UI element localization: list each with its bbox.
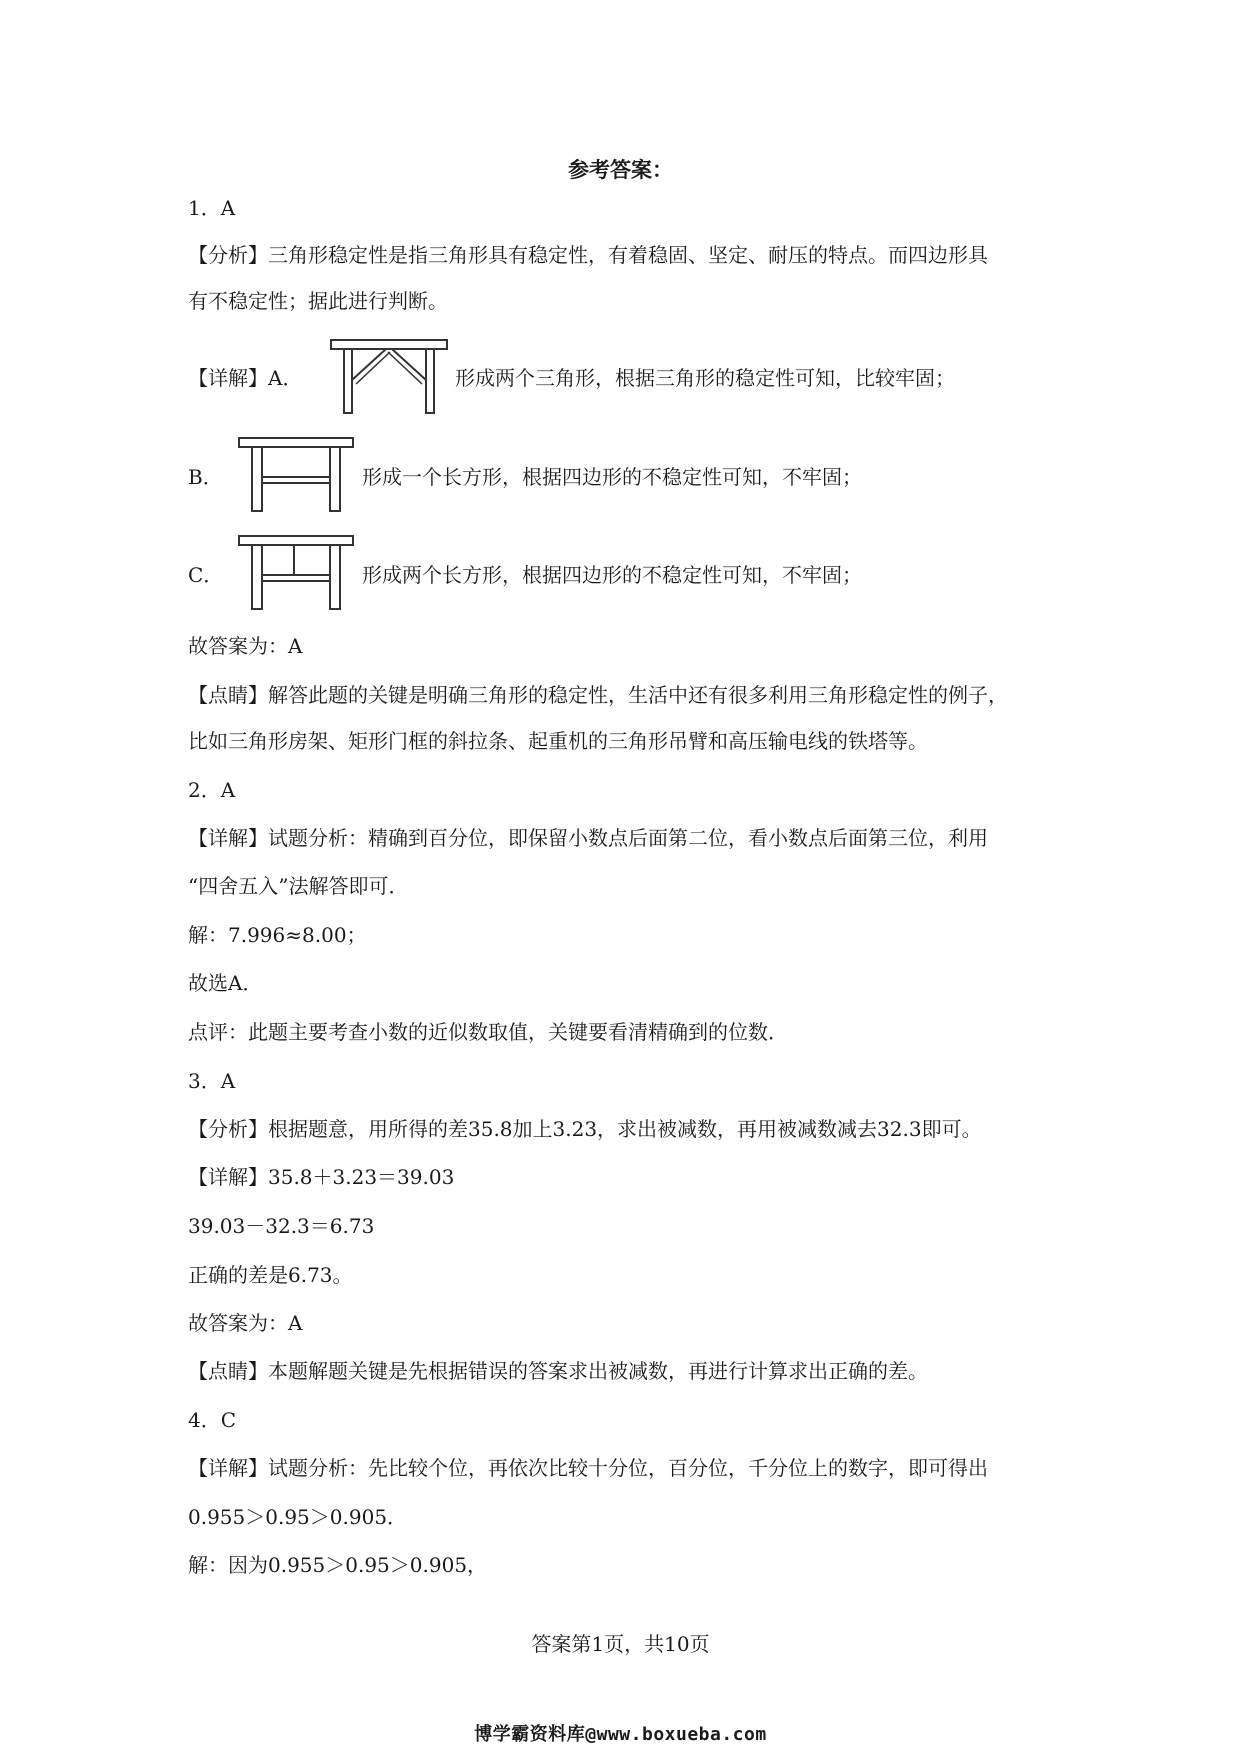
q3-result: 正确的差是6.73。 xyxy=(188,1263,353,1287)
q1-detail-c: C． xyxy=(188,563,224,587)
q3-tip: 【点睛】本题解题关键是先根据错误的答案求出被减数，再进行计算求出正确的差。 xyxy=(188,1359,928,1383)
q2-comment: 点评：此题主要考查小数的近似数取值，关键要看清精确到的位数． xyxy=(188,1020,788,1044)
q3-calc: 39.03－32.3＝6.73 xyxy=(188,1214,375,1238)
q1-answer: 1．A xyxy=(188,196,236,220)
q4-answer: 4．C xyxy=(188,1408,237,1432)
q1-tip: 【点睛】解答此题的关键是明确三角形的稳定性，生活中还有很多利用三角形稳定性的例子， xyxy=(188,683,1008,707)
table-rectangle-frame-figure xyxy=(238,436,354,514)
q2-solution: 解：7.996≈8.00； xyxy=(188,923,367,947)
q1-conclusion: 故答案为：A xyxy=(188,634,303,658)
q3-answer: 3．A xyxy=(188,1069,236,1093)
q1-detail-c-text: 形成两个长方形，根据四边形的不稳定性可知，不牢固； xyxy=(362,563,862,587)
q1-detail-a: 【详解】A． xyxy=(188,366,303,390)
q1-tip-cont: 比如三角形房架、矩形门框的斜拉条、起重机的三角形吊臂和高压输电线的铁塔等。 xyxy=(188,729,928,753)
q1-detail-a-text: 形成两个三角形，根据三角形的稳定性可知，比较牢固； xyxy=(455,366,955,390)
q1-analysis-cont: 有不稳定性；据此进行判断。 xyxy=(188,289,448,313)
q1-analysis: 【分析】三角形稳定性是指三角形具有稳定性，有着稳固、坚定、耐压的特点。而四边形具 xyxy=(188,243,988,267)
q1-detail-b-text: 形成一个长方形，根据四边形的不稳定性可知，不牢固； xyxy=(362,465,862,489)
q2-choice: 故选A． xyxy=(188,971,263,995)
q1-detail-b: B． xyxy=(188,465,223,489)
q2-answer: 2．A xyxy=(188,778,236,802)
q2-detail-cont: “四舍五入”法解答即可． xyxy=(188,874,409,898)
q4-solution: 解：因为0.955＞0.95＞0.905， xyxy=(188,1553,488,1577)
watermark: 博学霸资料库@www.boxueba.com xyxy=(474,1724,767,1745)
q4-detail-cont: 0.955＞0.95＞0.905． xyxy=(188,1505,408,1529)
q2-detail: 【详解】试题分析：精确到百分位，即保留小数点后面第二位，看小数点后面第三位，利用 xyxy=(188,826,988,850)
table-two-rectangles-figure xyxy=(238,534,354,612)
q4-detail: 【详解】试题分析：先比较个位，再依次比较十分位，百分位，千分位上的数字，即可得出 xyxy=(188,1456,988,1480)
page-footer: 答案第1页，共10页 xyxy=(531,1632,710,1656)
q3-analysis: 【分析】根据题意，用所得的差35.8加上3.23，求出被减数，再用被减数减去32.3即可。 xyxy=(188,1117,982,1141)
answer-title: 参考答案： xyxy=(568,157,673,182)
q3-detail: 【详解】35.8＋3.23＝39.03 xyxy=(188,1165,455,1189)
q3-conclusion: 故答案为：A xyxy=(188,1311,303,1335)
table-with-diagonal-braces-figure xyxy=(330,338,448,416)
